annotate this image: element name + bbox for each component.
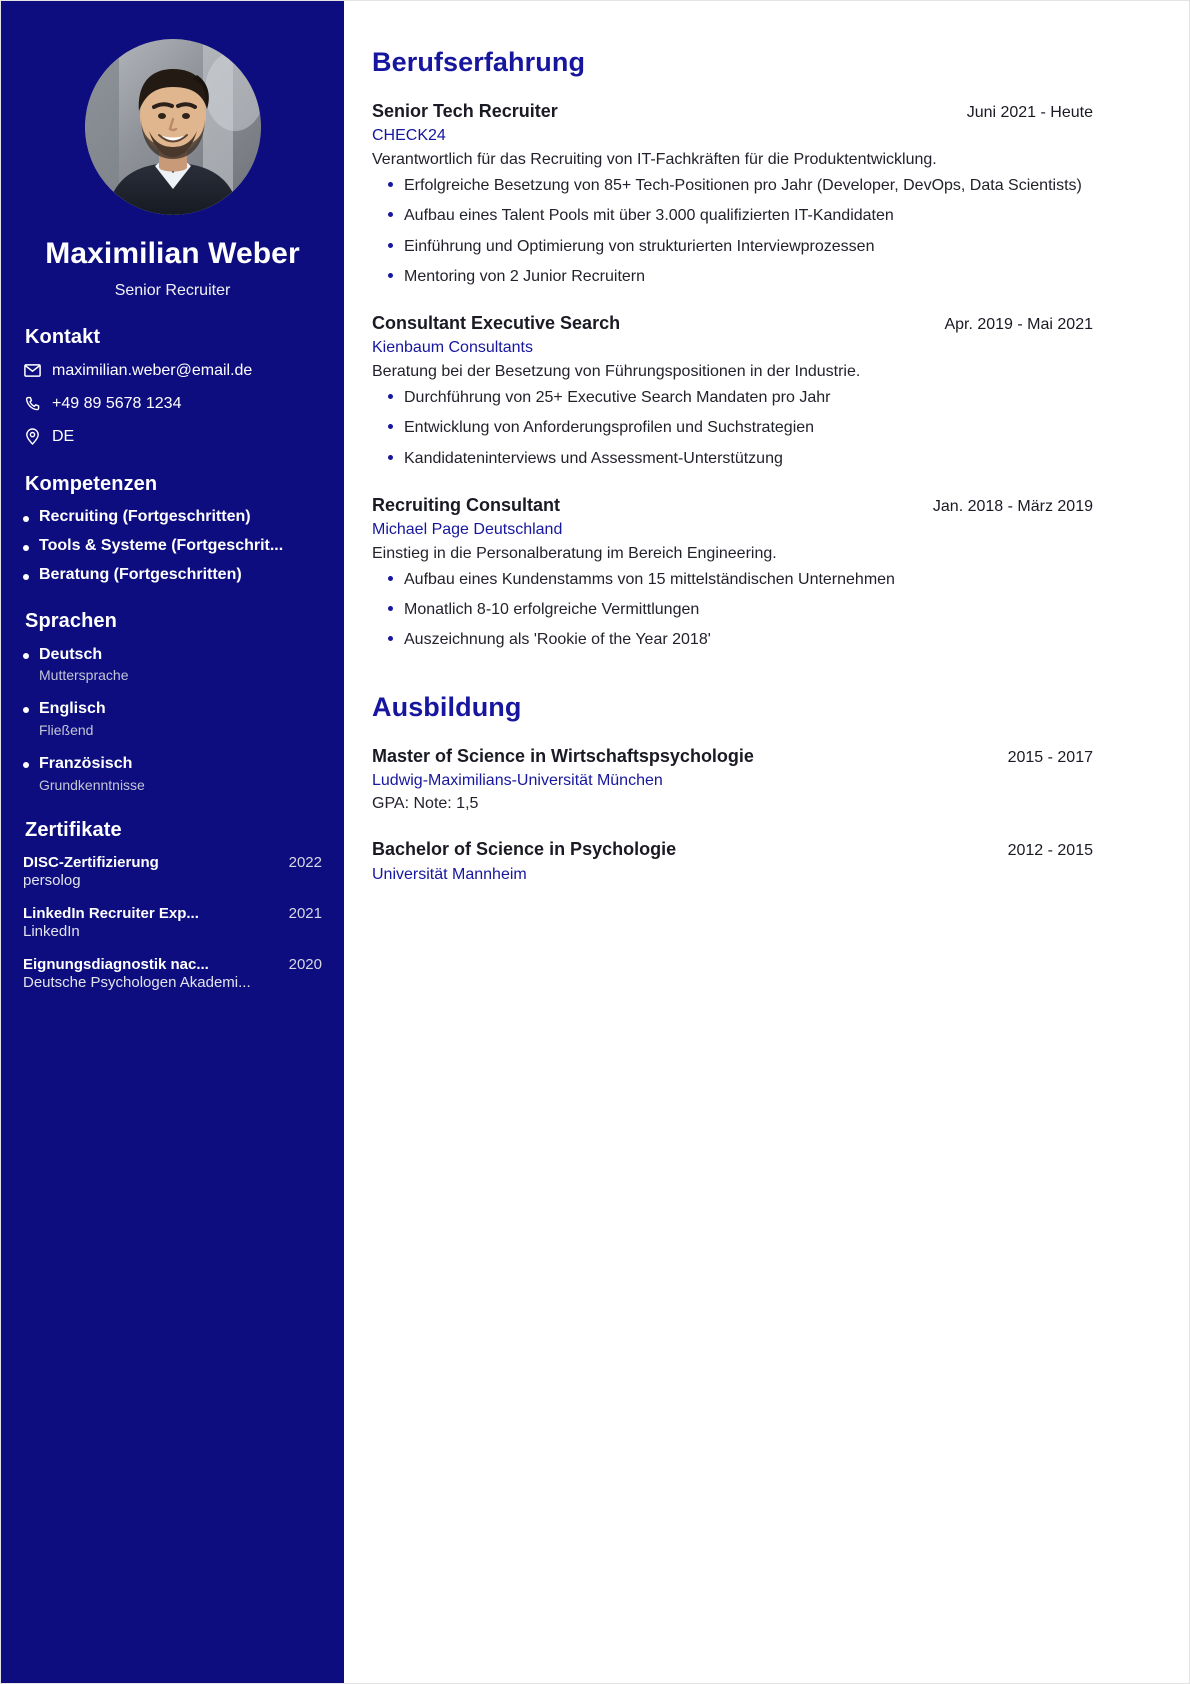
certificate-header xyxy=(23,956,322,973)
bullet-dot-icon xyxy=(23,762,29,768)
skill-label: Recruiting (Fortgeschritten) xyxy=(39,507,251,525)
contact-phone[interactable] xyxy=(23,394,322,414)
job-bullet: Kandidateninterviews und Assessment-Unterstützung xyxy=(372,447,1093,470)
language-level: Muttersprache xyxy=(39,666,129,683)
job-bullet: Monatlich 8-10 erfolgreiche Vermittlungen xyxy=(372,598,1093,621)
degree-date: 2015 - 2017 xyxy=(1007,748,1093,766)
certificate-name: DISC-Zertifizierung xyxy=(23,854,159,872)
skill-item xyxy=(23,508,322,526)
degree-gpa: GPA: Note: 1,5 xyxy=(372,794,479,812)
language-item xyxy=(23,645,322,684)
education-entry-header xyxy=(372,745,1093,768)
location-pin-icon xyxy=(23,428,42,445)
main-content xyxy=(344,1,1189,1683)
envelope-icon xyxy=(23,364,42,377)
degree-title: Master of Science in Wirtschaftspsychologie xyxy=(372,745,754,766)
skill-item xyxy=(23,566,322,584)
avatar xyxy=(85,39,261,215)
certificate-name: Eignungsdiagnostik nac... xyxy=(23,956,209,974)
experience-entry xyxy=(372,100,1093,288)
certificate-year: 2022 xyxy=(288,854,322,872)
degree-institution: Universität Mannheim xyxy=(372,865,527,883)
bullet-dot-icon xyxy=(23,574,29,580)
degree-institution: Ludwig-Maximilians-Universität München xyxy=(372,772,663,790)
phone-icon xyxy=(23,396,42,412)
education-entry-header xyxy=(372,838,1093,861)
job-bullet-list xyxy=(372,174,1093,288)
experience-entry-header xyxy=(372,100,1093,123)
experience-entry xyxy=(372,312,1093,470)
bullet-dot-icon xyxy=(23,707,29,713)
job-date: Apr. 2019 - Mai 2021 xyxy=(944,316,1093,334)
certificate-header xyxy=(23,854,322,871)
language-level: Grundkenntnisse xyxy=(39,776,145,793)
language-name: Deutsch xyxy=(39,645,103,663)
certificate-issuer: LinkedIn xyxy=(23,923,80,941)
certificate-header xyxy=(23,905,322,922)
language-name: Englisch xyxy=(39,700,106,718)
person-job-title: Senior Recruiter xyxy=(114,281,231,299)
job-bullet: Einführung und Optimierung von strukturierten Interviewprozessen xyxy=(372,235,1093,258)
job-title: Consultant Executive Search xyxy=(372,313,621,334)
job-title: Senior Tech Recruiter xyxy=(372,101,558,121)
language-name: Französisch xyxy=(39,755,133,773)
certificate-item xyxy=(23,854,322,889)
language-item xyxy=(23,699,322,738)
certificate-year: 2021 xyxy=(288,905,322,923)
job-company: Michael Page Deutschland xyxy=(372,521,563,539)
languages-heading: Sprachen xyxy=(25,609,117,632)
job-company: Kienbaum Consultants xyxy=(372,339,533,357)
education-entry xyxy=(372,838,1093,885)
certificate-item xyxy=(23,905,322,940)
job-description: Einstieg in die Personalberatung im Bereich Engineering. xyxy=(372,545,777,563)
job-title: Recruiting Consultant xyxy=(372,494,560,515)
skill-label: Beratung (Fortgeschritten) xyxy=(39,565,242,583)
job-description: Verantwortlich für das Recruiting von IT-Fachkräften für die Produktentwicklung. xyxy=(372,151,937,169)
job-bullet-list xyxy=(372,568,1093,652)
experience-entry-header xyxy=(372,312,1093,335)
contact-location-value: DE xyxy=(52,427,75,445)
experience-entry-header xyxy=(372,494,1093,517)
job-bullet: Durchführung von 25+ Executive Search Mandaten pro Jahr xyxy=(372,386,1093,409)
sidebar xyxy=(1,1,344,1683)
skill-item xyxy=(23,537,322,555)
education-entry xyxy=(372,745,1093,815)
experience-entry xyxy=(372,494,1093,652)
resume-document xyxy=(1,1,1189,1683)
skills-section xyxy=(23,473,322,584)
job-bullet: Erfolgreiche Besetzung von 85+ Tech-Positionen pro Jahr (Developer, DevOps, Data Scientists) xyxy=(372,174,1093,197)
skills-heading: Kompetenzen xyxy=(25,472,158,495)
certificates-heading: Zertifikate xyxy=(25,819,122,842)
certificates-section xyxy=(23,819,322,991)
job-bullet: Entwicklung von Anforderungsprofilen und Suchstrategien xyxy=(372,416,1093,439)
experience-heading: Berufserfahrung xyxy=(372,47,586,77)
bullet-dot-icon xyxy=(23,653,29,659)
person-name: Maximilian Weber xyxy=(45,237,300,270)
job-description: Beratung bei der Besetzung von Führungspositionen in der Industrie. xyxy=(372,363,861,381)
certificate-item xyxy=(23,956,322,991)
skill-label: Tools & Systeme (Fortgeschrit... xyxy=(39,536,284,554)
contact-email[interactable] xyxy=(23,361,322,381)
job-bullet: Auszeichnung als 'Rookie of the Year 2018' xyxy=(372,628,1093,651)
contact-phone-value: +49 89 5678 1234 xyxy=(52,394,182,412)
contact-heading: Kontakt xyxy=(25,325,101,348)
job-bullet: Aufbau eines Kundenstamms von 15 mittelständischen Unternehmen xyxy=(372,568,1093,591)
education-heading: Ausbildung xyxy=(372,691,522,722)
contact-email-value: maximilian.weber@email.de xyxy=(52,361,253,379)
certificate-issuer: persolog xyxy=(23,872,81,890)
language-item xyxy=(23,754,322,793)
avatar-container xyxy=(23,39,322,215)
job-company: CHECK24 xyxy=(372,127,446,145)
job-bullet: Aufbau eines Talent Pools mit über 3.000 qualifizierten IT-Kandidaten xyxy=(372,204,1093,227)
job-bullet-list xyxy=(372,386,1093,470)
languages-section xyxy=(23,610,322,794)
bullet-dot-icon xyxy=(23,516,29,522)
degree-date: 2012 - 2015 xyxy=(1007,842,1093,860)
language-level: Fließend xyxy=(39,721,94,738)
bullet-dot-icon xyxy=(23,545,29,551)
job-date: Jan. 2018 - März 2019 xyxy=(932,497,1093,515)
degree-title: Bachelor of Science in Psychologie xyxy=(372,839,677,860)
job-date: Juni 2021 - Heute xyxy=(966,104,1093,121)
contact-section xyxy=(23,326,322,447)
certificate-issuer: Deutsche Psychologen Akademi... xyxy=(23,974,251,992)
certificate-name: LinkedIn Recruiter Exp... xyxy=(23,905,199,923)
job-bullet: Mentoring von 2 Junior Recruitern xyxy=(372,265,1093,288)
contact-location xyxy=(23,427,322,447)
certificate-year: 2020 xyxy=(288,956,322,974)
